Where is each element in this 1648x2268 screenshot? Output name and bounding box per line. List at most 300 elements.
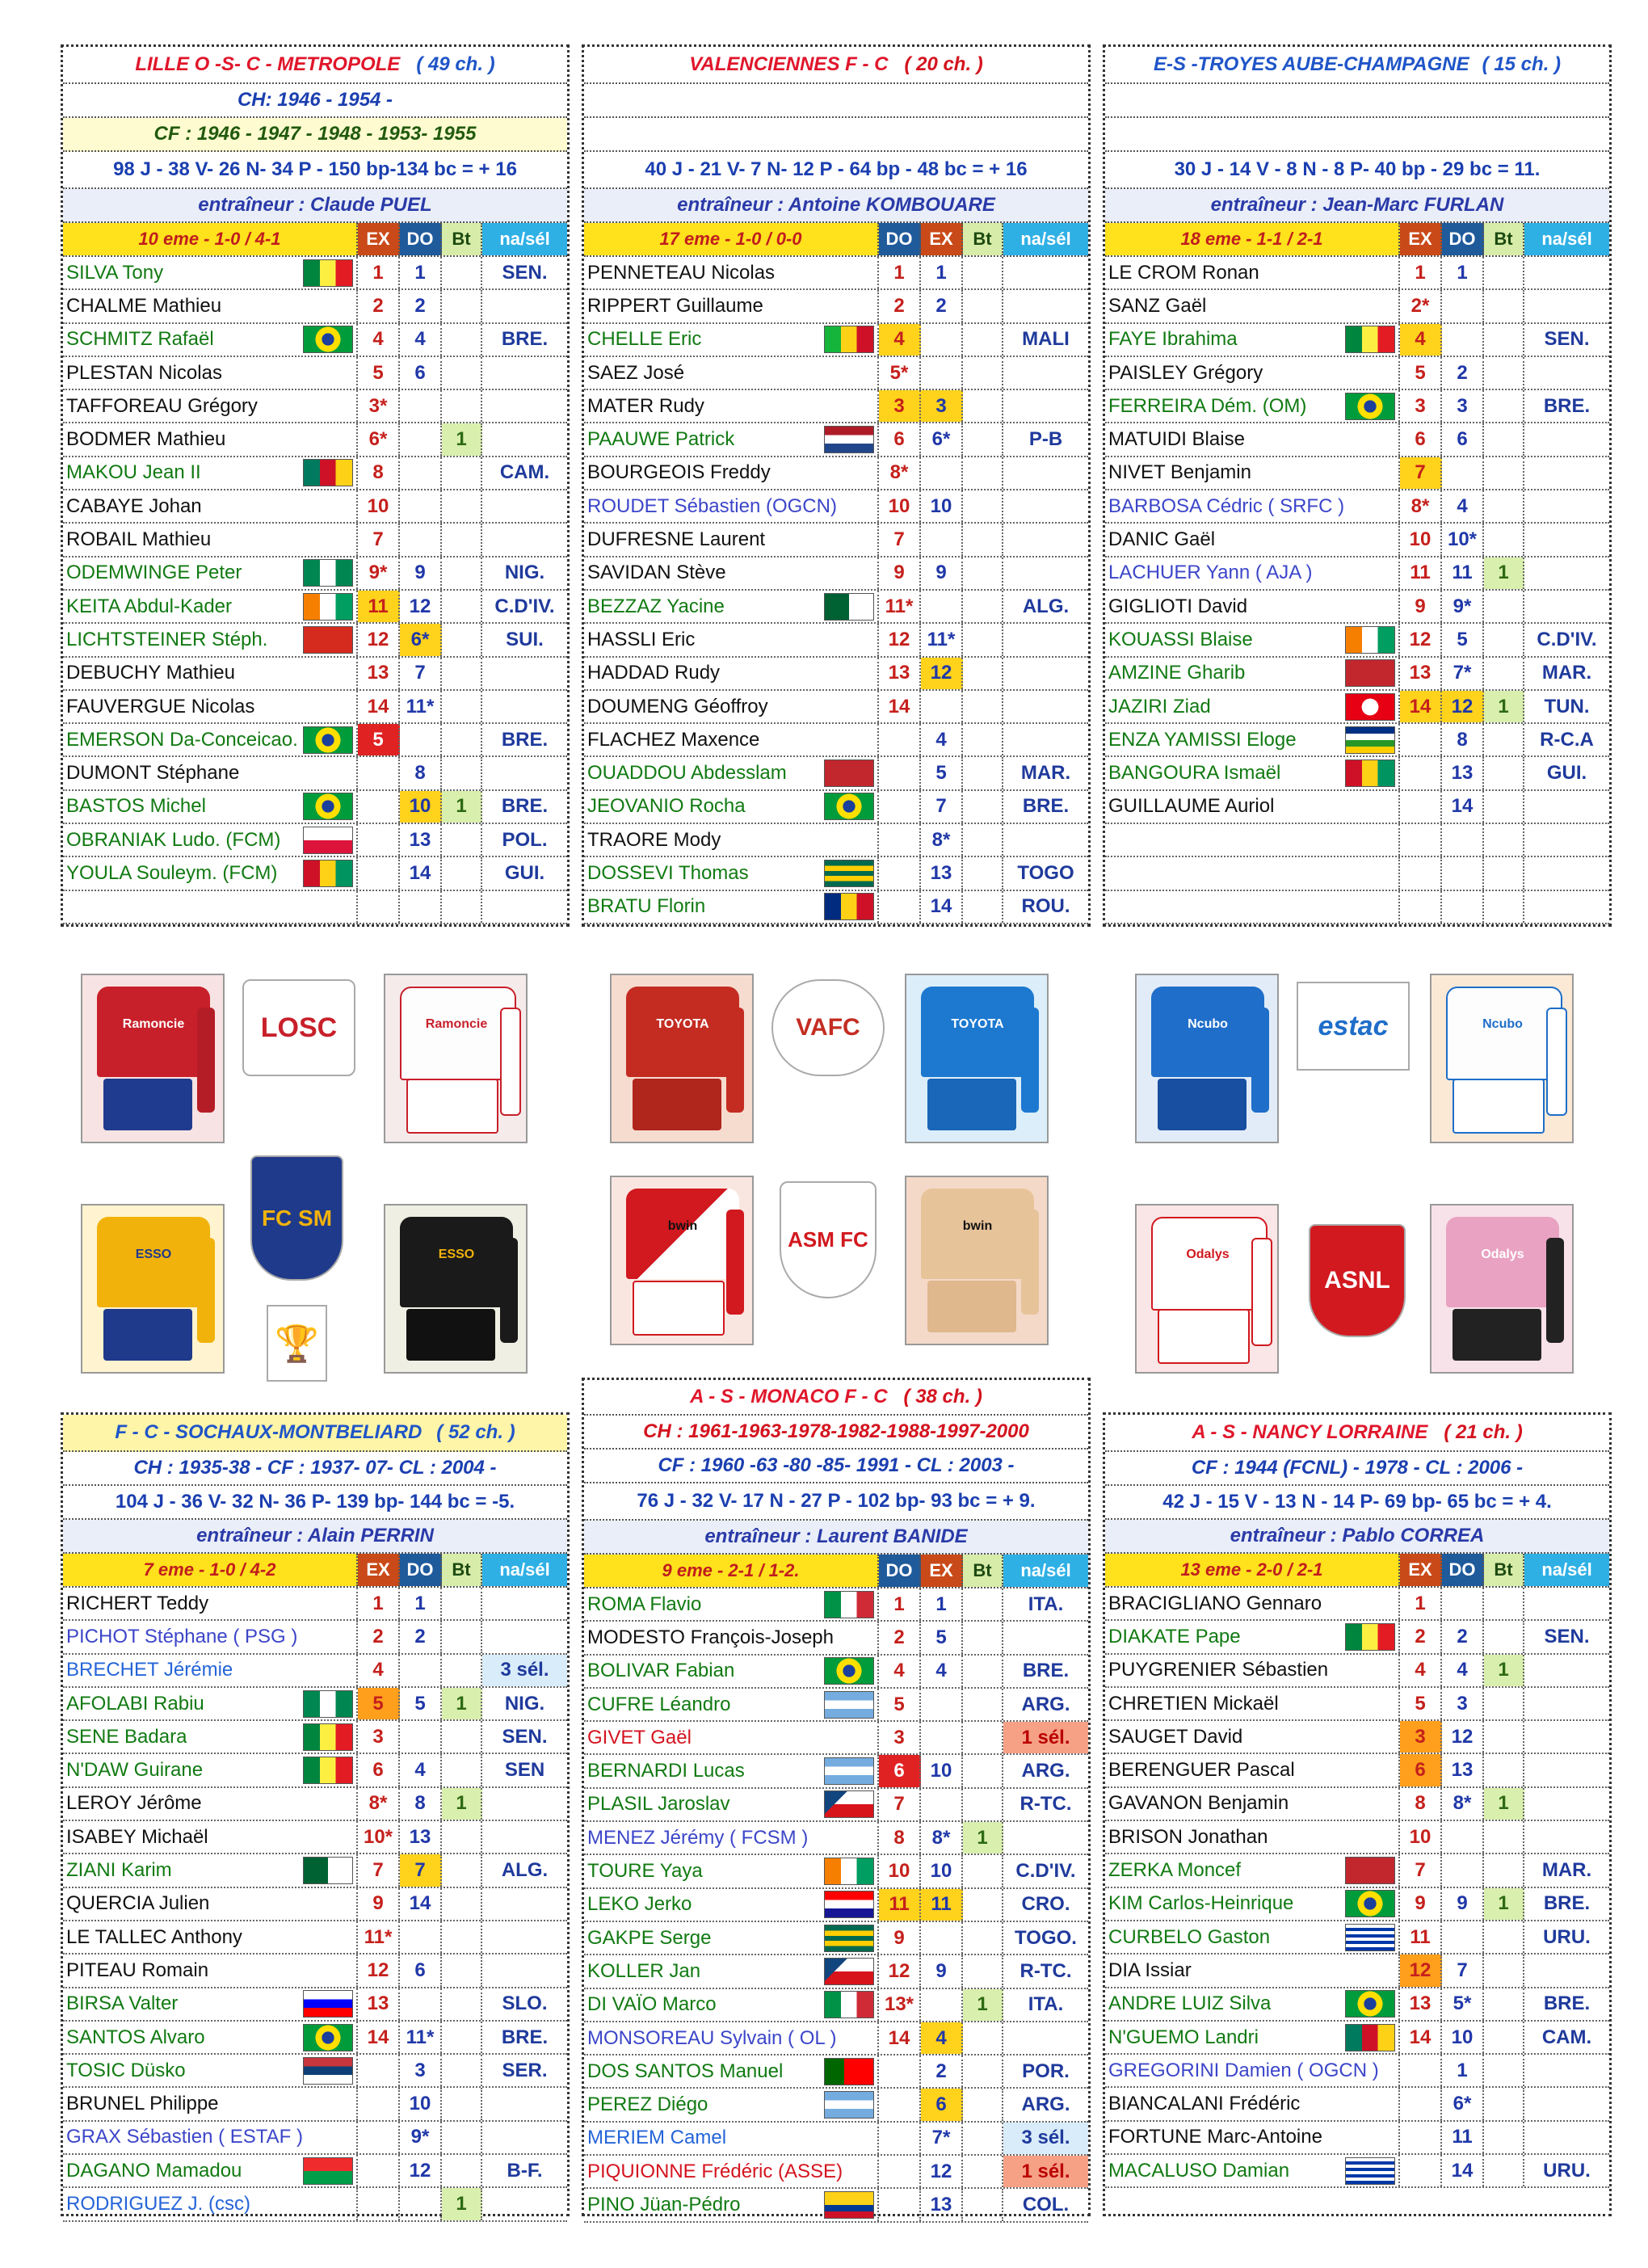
table-row <box>584 1989 1088 2022</box>
match-1-number: 3 <box>1400 1721 1442 1753</box>
nationality-cell <box>1003 724 1088 755</box>
bra-flag-icon <box>1345 1990 1395 2018</box>
nationality-cell: CAM. <box>499 461 550 484</box>
table-row <box>63 490 567 524</box>
col-do: DO <box>879 1555 921 1587</box>
match-1-number: 10 <box>1400 524 1442 555</box>
match-1-number: 7 <box>879 1789 921 1820</box>
match-2-number: 4 <box>921 724 963 755</box>
match-1-number <box>1400 824 1442 856</box>
col-ns: na/sél <box>1003 223 1088 255</box>
match-1-number <box>879 2123 921 2154</box>
table-row <box>63 1754 567 1787</box>
goals-cell <box>963 791 1003 823</box>
table-row <box>1105 490 1609 524</box>
match-2-number: 1 <box>1442 2055 1484 2086</box>
match-2-number: 7* <box>921 2123 963 2154</box>
player-name-text: DIA Issiar <box>1108 1959 1192 1981</box>
player-name <box>63 1688 358 1719</box>
ranking-info: 7 eme - 1-0 / 4-2 <box>63 1554 358 1586</box>
table-row <box>63 1688 567 1721</box>
player-name-text: GUILLAUME Auriol <box>1108 795 1275 818</box>
match-1-number: 6 <box>1400 423 1442 455</box>
player-name <box>1105 691 1400 722</box>
player-name-text: LEKO Jerko <box>587 1893 692 1916</box>
sen-flag-icon <box>1345 1623 1395 1651</box>
player-name-text: HASSLI Eric <box>587 628 696 650</box>
table-row <box>63 2022 567 2055</box>
match-1-number <box>358 2122 400 2153</box>
nationality-cell: C.D'IV. <box>494 595 555 617</box>
lille-card <box>61 44 570 927</box>
player-name <box>584 324 879 356</box>
match-1-number: 9 <box>1400 1888 1442 1920</box>
goals-cell <box>1484 1621 1524 1652</box>
player-name <box>584 558 879 589</box>
nationality-cell <box>1003 524 1088 555</box>
bra-flag-icon <box>824 793 874 820</box>
club-title: A - S - MONACO F - C ( 38 ch. ) <box>584 1380 1088 1416</box>
player-name <box>1105 2022 1400 2053</box>
player-name-text: LE TALLEC Anthony <box>66 1925 242 1948</box>
rou-flag-icon <box>824 893 874 920</box>
goals-cell <box>963 1855 1003 1887</box>
club-coach: entraîneur : Claude PUEL <box>63 189 567 223</box>
player-name-text: DUMONT Stéphane <box>66 762 240 785</box>
nationality-cell <box>1003 457 1088 489</box>
player-name <box>584 2056 879 2087</box>
player-name <box>63 558 358 589</box>
sen-flag-icon <box>303 1723 353 1751</box>
player-name-text: BASTOS Michel <box>66 795 206 818</box>
goals-cell <box>963 1722 1003 1753</box>
match-1-number <box>1400 2155 1442 2186</box>
troyes-card <box>1103 44 1612 927</box>
nationality-cell <box>1524 2122 1609 2153</box>
player-name-text: MODESTO François-Joseph <box>587 1626 834 1648</box>
nationality-cell: SEN. <box>502 261 548 284</box>
table-header <box>63 1554 567 1588</box>
player-name <box>584 1656 879 1687</box>
tun-flag-icon <box>1345 693 1395 721</box>
match-1-number: 7 <box>358 524 400 555</box>
table-row <box>1105 423 1609 457</box>
goals-cell <box>1484 257 1524 288</box>
col-do: DO <box>1442 1554 1484 1586</box>
col-ex: EX <box>358 223 400 255</box>
match-2-number: 5 <box>400 1688 442 1719</box>
match-1-number: 11* <box>358 1921 400 1953</box>
match-2-number: 8* <box>921 1822 963 1854</box>
goals-cell <box>1484 1588 1524 1619</box>
table-header <box>1105 223 1609 257</box>
nationality-cell: BRE. <box>501 795 549 818</box>
col-bt: Bt <box>963 1555 1003 1587</box>
nationality-cell: COL. <box>1022 2193 1070 2215</box>
goals-cell: 1 <box>442 2188 482 2220</box>
goals-cell <box>442 757 482 789</box>
player-name <box>63 1921 358 1953</box>
goals-cell <box>442 624 482 655</box>
goals-cell <box>963 2123 1003 2154</box>
goals-cell <box>442 1621 482 1652</box>
goals-cell: 1 <box>442 1788 482 1820</box>
goals-cell <box>963 691 1003 722</box>
player-name <box>63 824 358 856</box>
goals-cell: 1 <box>1484 558 1524 589</box>
player-name <box>1105 457 1400 489</box>
player-list <box>1105 1588 1609 2188</box>
player-name-text: BERENGUER Pascal <box>1108 1759 1295 1782</box>
match-1-number: 11 <box>358 591 400 622</box>
match-1-number: 8* <box>358 1788 400 1820</box>
player-name-text: ZIANI Karim <box>66 1859 172 1882</box>
player-name <box>63 2022 358 2053</box>
player-name <box>1105 2122 1400 2153</box>
match-2-number: 11* <box>400 2022 442 2053</box>
nancy-away-kit: Odalys <box>1430 1204 1574 1374</box>
bra-flag-icon <box>303 726 353 754</box>
player-name <box>1105 1655 1400 1686</box>
club-title: LILLE O -S- C - METROPOLE ( 49 ch. ) <box>63 47 567 84</box>
match-1-number: 4 <box>358 324 400 356</box>
player-name-text: BRATU Florin <box>587 895 706 918</box>
match-1-number: 10* <box>358 1821 400 1853</box>
player-name-text: DOUMENG Géoffroy <box>587 695 768 717</box>
vafc-home-kit: TOYOTA <box>610 974 754 1143</box>
col-ex: EX <box>1400 1554 1442 1586</box>
match-2-number: 11 <box>1442 558 1484 589</box>
match-1-number <box>1400 757 1442 789</box>
cro-flag-icon <box>824 1891 874 1918</box>
ned-flag-icon <box>824 426 874 453</box>
goals-cell: 1 <box>1484 1788 1524 1820</box>
match-2-number: 4 <box>1442 1655 1484 1686</box>
player-name <box>584 791 879 823</box>
player-name <box>1105 1888 1400 1920</box>
goals-cell <box>963 423 1003 455</box>
player-name-text: TOURE Yaya <box>587 1860 703 1883</box>
table-header <box>584 223 1088 257</box>
match-1-number: 1 <box>879 1588 921 1620</box>
nationality-cell: MALI <box>1022 328 1070 351</box>
nationality-cell <box>1524 1655 1609 1686</box>
bra-flag-icon <box>303 793 353 820</box>
player-name-text: MERIEM Camel <box>587 2127 727 2149</box>
player-name <box>63 891 358 923</box>
table-row <box>63 2188 567 2221</box>
lille-away-kit: Ramoncie <box>384 974 528 1143</box>
nationality-cell <box>1003 290 1088 322</box>
match-1-number: 3 <box>1400 390 1442 422</box>
table-row <box>1105 457 1609 490</box>
nationality-cell <box>1003 624 1088 655</box>
match-2-number: 8 <box>1442 724 1484 755</box>
player-list <box>1105 257 1609 924</box>
player-name <box>1105 2155 1400 2186</box>
nationality-cell: 1 sél. <box>1003 1722 1088 1753</box>
match-2-number: 12 <box>400 591 442 622</box>
match-2-number: 7 <box>400 1854 442 1886</box>
player-name <box>584 2089 879 2120</box>
match-2-number: 2 <box>921 2056 963 2087</box>
club-cf-line: CF : 1946 - 1947 - 1948 - 1953- 1955 <box>63 118 567 152</box>
player-name-text: KEITA Abdul-Kader <box>66 595 233 617</box>
match-1-number <box>879 857 921 889</box>
player-name <box>584 1955 879 1987</box>
nationality-cell <box>1003 357 1088 389</box>
match-1-number: 11 <box>1400 558 1442 589</box>
match-1-number: 2 <box>358 290 400 322</box>
nationality-cell: 1 sél. <box>1003 2156 1088 2187</box>
uru-flag-icon <box>1345 1924 1395 1951</box>
player-name-text: ENZA YAMISSI Eloge <box>1108 728 1297 751</box>
player-name-text: ODEMWINGE Peter <box>66 562 242 584</box>
match-1-number: 2* <box>1400 290 1442 322</box>
nationality-cell <box>1524 2088 1609 2119</box>
civ-flag-icon <box>303 593 353 621</box>
player-name-text: BRACIGLIANO Gennaro <box>1108 1592 1322 1614</box>
player-name-text: CURBELO Gaston <box>1108 1925 1271 1948</box>
player-name <box>584 2123 879 2154</box>
sen-flag-icon <box>303 259 353 287</box>
goals-cell: 1 <box>442 423 482 455</box>
goals-cell <box>963 290 1003 322</box>
goals-cell <box>963 1955 1003 1987</box>
player-name-text: SAUGET David <box>1108 1725 1243 1748</box>
match-2-number: 12 <box>400 2155 442 2186</box>
match-2-number <box>1442 1588 1484 1619</box>
club-stats: 40 J - 21 V- 7 N- 12 P - 64 bp - 48 bc = + 16 <box>584 152 1088 189</box>
goals-cell <box>1484 1688 1524 1719</box>
match-1-number: 3* <box>358 390 400 422</box>
goals-cell <box>963 1689 1003 1720</box>
table-row <box>584 658 1088 691</box>
match-1-number <box>1400 791 1442 823</box>
player-name-text: BERNARDI Lucas <box>587 1760 745 1782</box>
goals-cell <box>1484 1921 1524 1953</box>
table-row <box>63 457 567 490</box>
match-1-number: 12 <box>358 1955 400 1986</box>
goals-cell <box>963 457 1003 489</box>
player-name <box>1105 1754 1400 1786</box>
goals-cell <box>963 524 1003 555</box>
match-2-number: 10 <box>400 2088 442 2119</box>
player-name <box>1105 257 1400 288</box>
match-1-number: 3 <box>879 390 921 422</box>
player-name-text: BIRSA Valter <box>66 1992 179 2015</box>
player-name-text: FAYE Ibrahima <box>1108 328 1238 351</box>
player-name-text: MATUIDI Blaise <box>1108 428 1245 451</box>
match-1-number <box>879 757 921 789</box>
goals-cell <box>963 724 1003 755</box>
match-1-number: 3 <box>358 1721 400 1753</box>
nancy-home-kit: Odalys <box>1135 1204 1279 1374</box>
table-row <box>63 1921 567 1955</box>
match-1-number: 10 <box>1400 1821 1442 1853</box>
player-name-text: BRUNEL Philippe <box>66 2093 219 2115</box>
player-name <box>63 1854 358 1886</box>
goals-cell <box>963 857 1003 889</box>
nationality-cell <box>482 1621 567 1652</box>
table-row <box>1105 324 1609 357</box>
player-name-text: ZERKA Moncef <box>1108 1859 1242 1882</box>
sui-flag-icon <box>303 626 353 654</box>
match-2-number: 9 <box>921 558 963 589</box>
table-row <box>584 2156 1088 2189</box>
goals-cell <box>963 1889 1003 1921</box>
match-1-number <box>358 824 400 856</box>
player-name-text: DOSSEVI Thomas <box>587 861 749 884</box>
valenciennes-card <box>582 44 1091 927</box>
table-row <box>584 290 1088 323</box>
match-2-number: 7 <box>400 658 442 689</box>
player-name <box>584 390 879 422</box>
match-2-number: 3 <box>400 2055 442 2086</box>
table-row <box>584 1722 1088 1755</box>
match-1-number: 11* <box>879 591 921 622</box>
match-1-number: 12 <box>358 624 400 655</box>
pol-flag-icon <box>303 827 353 854</box>
player-name <box>1105 791 1400 823</box>
match-2-number <box>400 724 442 755</box>
nationality-cell: ITA. <box>1028 1993 1064 2016</box>
player-name <box>1105 658 1400 689</box>
match-1-number <box>358 2188 400 2220</box>
goals-cell <box>442 558 482 589</box>
player-name-text: MENEZ Jérémy ( FCSM ) <box>587 1826 809 1849</box>
goals-cell <box>963 2156 1003 2187</box>
nationality-cell: TOGO <box>1017 861 1074 884</box>
player-name-text: FERREIRA Dém. (OM) <box>1108 394 1307 417</box>
club-title: VALENCIENNES F - C ( 20 ch. ) <box>584 47 1088 84</box>
match-1-number: 7 <box>1400 457 1442 489</box>
nationality-cell: TOGO. <box>1015 1926 1077 1949</box>
match-2-number <box>1442 324 1484 356</box>
table-row <box>584 591 1088 624</box>
player-name-text: ISABEY Michaël <box>66 1825 208 1848</box>
match-2-number: 6 <box>400 1955 442 1986</box>
match-1-number: 4 <box>1400 324 1442 356</box>
table-row <box>63 1955 567 1988</box>
bra-flag-icon <box>303 326 353 353</box>
player-name <box>1105 1788 1400 1820</box>
match-2-number: 12 <box>921 658 963 689</box>
match-1-number: 9* <box>358 558 400 589</box>
table-row <box>63 1788 567 1821</box>
table-row <box>584 724 1088 757</box>
nationality-cell <box>482 1888 567 1920</box>
goals-cell <box>963 324 1003 356</box>
match-1-number: 14 <box>879 2022 921 2054</box>
table-row <box>584 490 1088 524</box>
player-name <box>1105 1821 1400 1853</box>
match-1-number: 13 <box>358 658 400 689</box>
player-name <box>1105 524 1400 555</box>
player-name <box>1105 824 1400 856</box>
bra-flag-icon <box>824 1657 874 1685</box>
match-1-number: 2 <box>1400 1621 1442 1652</box>
player-name-text: SANZ Gaël <box>1108 294 1207 317</box>
nationality-cell: CAM. <box>1541 2026 1592 2048</box>
troyes-home-kit: Ncubo <box>1135 974 1279 1143</box>
match-2-number <box>921 1689 963 1720</box>
match-2-number <box>921 1922 963 1954</box>
table-row <box>1105 558 1609 591</box>
player-name-text: MAKOU Jean II <box>66 461 201 484</box>
nationality-cell: ARG. <box>1021 2093 1070 2116</box>
player-name <box>584 1722 879 1753</box>
match-2-number <box>400 423 442 455</box>
goals-cell <box>1484 290 1524 322</box>
table-row <box>1105 2122 1609 2155</box>
goals-cell <box>442 2122 482 2153</box>
player-name <box>63 1888 358 1920</box>
player-name-text: BEZZAZ Yacine <box>587 595 725 617</box>
nationality-cell <box>482 2122 567 2153</box>
player-name-text: ANDRE LUIZ Silva <box>1108 1992 1272 2015</box>
club-stats: 104 J - 36 V- 32 N- 36 P- 139 bp- 144 bc = -5. <box>63 1486 567 1520</box>
player-name <box>584 1922 879 1954</box>
match-2-number <box>1442 1854 1484 1886</box>
player-name <box>584 1822 879 1854</box>
bra-flag-icon <box>303 2024 353 2051</box>
match-2-number: 11 <box>921 1889 963 1921</box>
ita-flag-icon <box>824 1591 874 1618</box>
player-name-text: PAISLEY Grégory <box>1108 361 1263 384</box>
match-1-number: 7 <box>1400 1854 1442 1886</box>
nationality-cell: BRE. <box>1022 795 1070 818</box>
goals-cell <box>1484 2155 1524 2186</box>
nationality-cell: BRE. <box>501 2026 549 2048</box>
player-name-text: DIAKATE Pape <box>1108 1625 1241 1647</box>
nationality-cell <box>1524 1721 1609 1753</box>
table-row <box>1105 524 1609 557</box>
player-name <box>1105 1621 1400 1652</box>
table-row <box>584 824 1088 857</box>
sochaux-away-kit: ESSO <box>384 1204 528 1374</box>
match-2-number: 6* <box>1442 2088 1484 2119</box>
goals-cell <box>442 524 482 555</box>
player-list <box>584 257 1088 924</box>
ranking-info: 10 eme - 1-0 / 4-1 <box>63 223 358 255</box>
match-2-number: 6 <box>1442 423 1484 455</box>
match-1-number: 4 <box>1400 1655 1442 1686</box>
player-name <box>584 357 879 389</box>
table-row <box>63 1821 567 1854</box>
match-1-number: 4 <box>879 324 921 356</box>
nationality-cell: C.D'IV. <box>1537 628 1597 650</box>
table-row <box>584 1656 1088 1689</box>
estac-logo: estac <box>1297 982 1410 1071</box>
table-row <box>584 2123 1088 2156</box>
table-header <box>63 223 567 257</box>
goals-cell <box>442 257 482 288</box>
table-row <box>584 1755 1088 1788</box>
table-row <box>63 658 567 691</box>
table-row <box>63 1721 567 1754</box>
goals-cell <box>1484 658 1524 689</box>
player-name-text: BOLIVAR Fabian <box>587 1660 735 1682</box>
nationality-cell <box>1524 2055 1609 2086</box>
player-name <box>584 891 879 923</box>
goals-cell <box>1484 591 1524 622</box>
match-2-number: 3 <box>921 390 963 422</box>
goals-cell <box>963 1622 1003 1653</box>
match-1-number: 5 <box>1400 1688 1442 1719</box>
goals-cell <box>442 357 482 389</box>
club-line-1 <box>1105 84 1609 118</box>
